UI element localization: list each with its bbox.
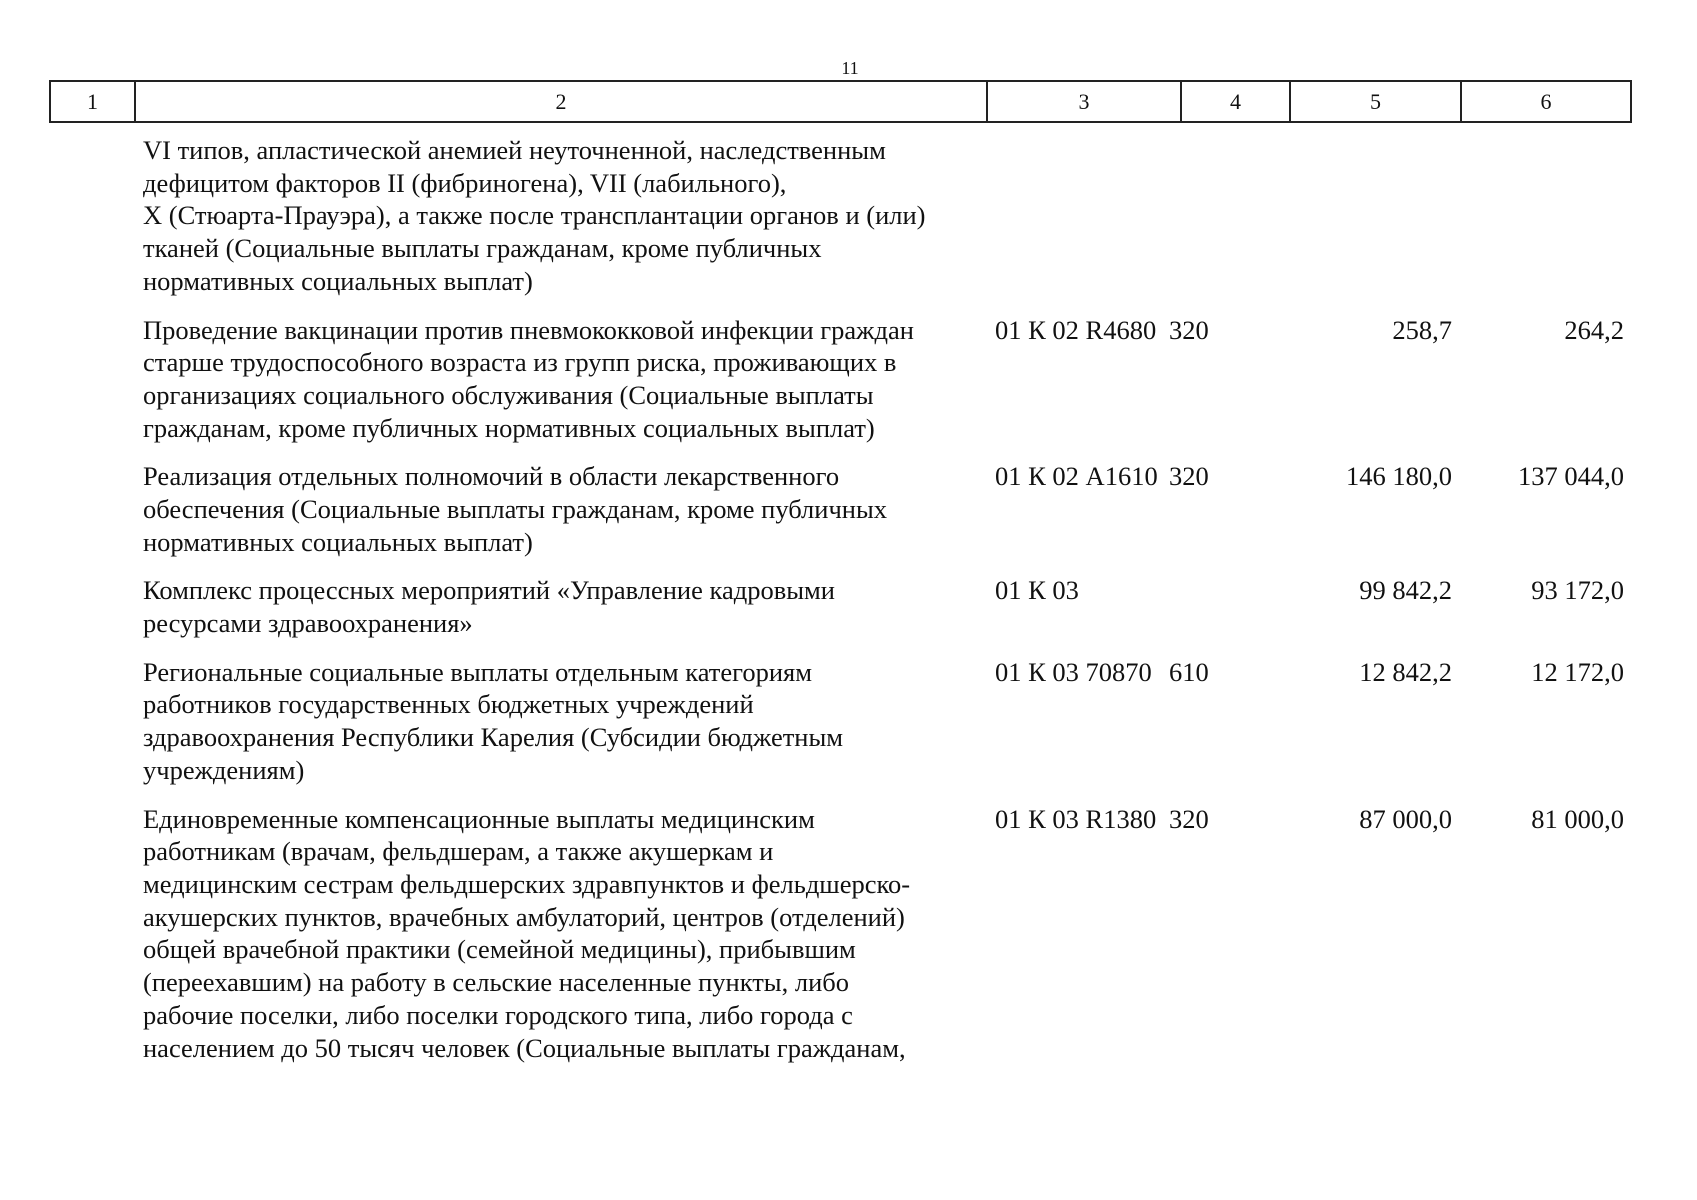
description-line: учреждениям) (143, 754, 305, 785)
row-expense-type: 320 (1169, 803, 1209, 834)
page-number: 11 (841, 58, 859, 78)
row-value-col6: 264,2 (1564, 314, 1624, 345)
description-line: Единовременные компенсационные выплаты медицинским (143, 803, 815, 834)
row-code: 01 К 03 R1380 (995, 803, 1157, 834)
description-line: Реализация отдельных полномочий в области лекарственного (143, 461, 840, 492)
header-col-1: 1 (51, 82, 136, 121)
row-code: 01 К 02 R4680 (995, 314, 1157, 345)
description-line: старше трудоспособного возраста из групп риска, проживающих в (143, 347, 897, 378)
description-line: населением до 50 тысяч человек (Социальные выплаты гражданам, (143, 1032, 906, 1063)
row-value-col6: 81 000,0 (1531, 803, 1624, 834)
description-line: нормативных социальных выплат) (143, 526, 533, 557)
description-line: работникам (врачам, фельдшерам, а также акушеркам и (143, 836, 774, 867)
row-expense-type: 610 (1169, 656, 1209, 687)
row-description (143, 574, 988, 639)
table-header-row (49, 80, 1632, 123)
description-line: Региональные социальные выплаты отдельным категориям (143, 656, 812, 687)
row-expense-type: 320 (1169, 461, 1209, 492)
table-row (0, 803, 1697, 1065)
description-line: нормативных социальных выплат) (143, 265, 533, 296)
row-value-col5: 12 842,2 (1359, 656, 1452, 687)
row-description (143, 656, 988, 787)
row-expense-type: 320 (1169, 314, 1209, 345)
row-description (143, 803, 988, 1065)
row-description (143, 314, 988, 445)
row-value-col5: 146 180,0 (1346, 461, 1452, 492)
row-value-col6: 137 044,0 (1518, 461, 1624, 492)
description-line: ресурсами здравоохранения» (143, 608, 473, 639)
description-line: общей врачебной практики (семейной медицины), прибывшим (143, 934, 856, 965)
description-line: Комплекс процессных мероприятий «Управление кадровыми (143, 575, 835, 606)
row-code: 01 К 02 А1610 (995, 461, 1158, 492)
description-line: акушерских пунктов, врачебных амбулаторий, центров (отделений) (143, 901, 905, 932)
description-line: X (Стюарта-Прауэра), а также после трансплантации органов и (или) (143, 200, 926, 231)
description-line: здравоохранения Республики Карелия (Субсидии бюджетным (143, 722, 844, 753)
description-line: работников государственных бюджетных учреждений (143, 689, 754, 720)
header-col-4: 4 (1182, 82, 1291, 121)
description-line: (переехавшим) на работу в сельские населенные пункты, либо (143, 967, 849, 998)
row-code: 01 К 03 (995, 575, 1079, 606)
description-line: дефицитом факторов II (фибриногена), VII (лабильного), (143, 167, 787, 198)
table-row (0, 314, 1697, 445)
row-value-col5: 258,7 (1392, 314, 1452, 345)
table-row (0, 134, 1697, 298)
table-row (0, 460, 1697, 558)
header-col-3: 3 (988, 82, 1182, 121)
header-col-6: 6 (1540, 89, 1552, 114)
table-row (0, 656, 1697, 787)
row-value-col6: 12 172,0 (1531, 656, 1624, 687)
header-col-2: 2 (136, 82, 988, 121)
row-description (143, 134, 988, 298)
description-line: организациях социального обслуживания (Социальные выплаты (143, 379, 874, 410)
description-line: тканей (Социальные выплаты гражданам, кроме публичных (143, 233, 822, 264)
table-body (0, 134, 1697, 1080)
row-value-col5: 99 842,2 (1359, 575, 1452, 606)
description-line: рабочие поселки, либо поселки городского типа, либо города с (143, 999, 853, 1030)
description-line: гражданам, кроме публичных нормативных социальных выплат) (143, 412, 875, 443)
row-code: 01 К 03 70870 (995, 656, 1152, 687)
description-line: Проведение вакцинации против пневмококковой инфекции граждан (143, 314, 914, 345)
description-line: VI типов, апластической анемией неуточненной, наследственным (143, 135, 886, 165)
row-value-col5: 87 000,0 (1359, 803, 1452, 834)
description-line: медицинским сестрам фельдшерских здравпунктов и фельдшерско- (143, 868, 911, 899)
table-row (0, 574, 1697, 639)
description-line: обеспечения (Социальные выплаты гражданам, кроме публичных (143, 494, 888, 524)
header-col-5: 5 (1291, 82, 1462, 121)
row-value-col6: 93 172,0 (1531, 575, 1624, 606)
row-description (143, 460, 988, 558)
